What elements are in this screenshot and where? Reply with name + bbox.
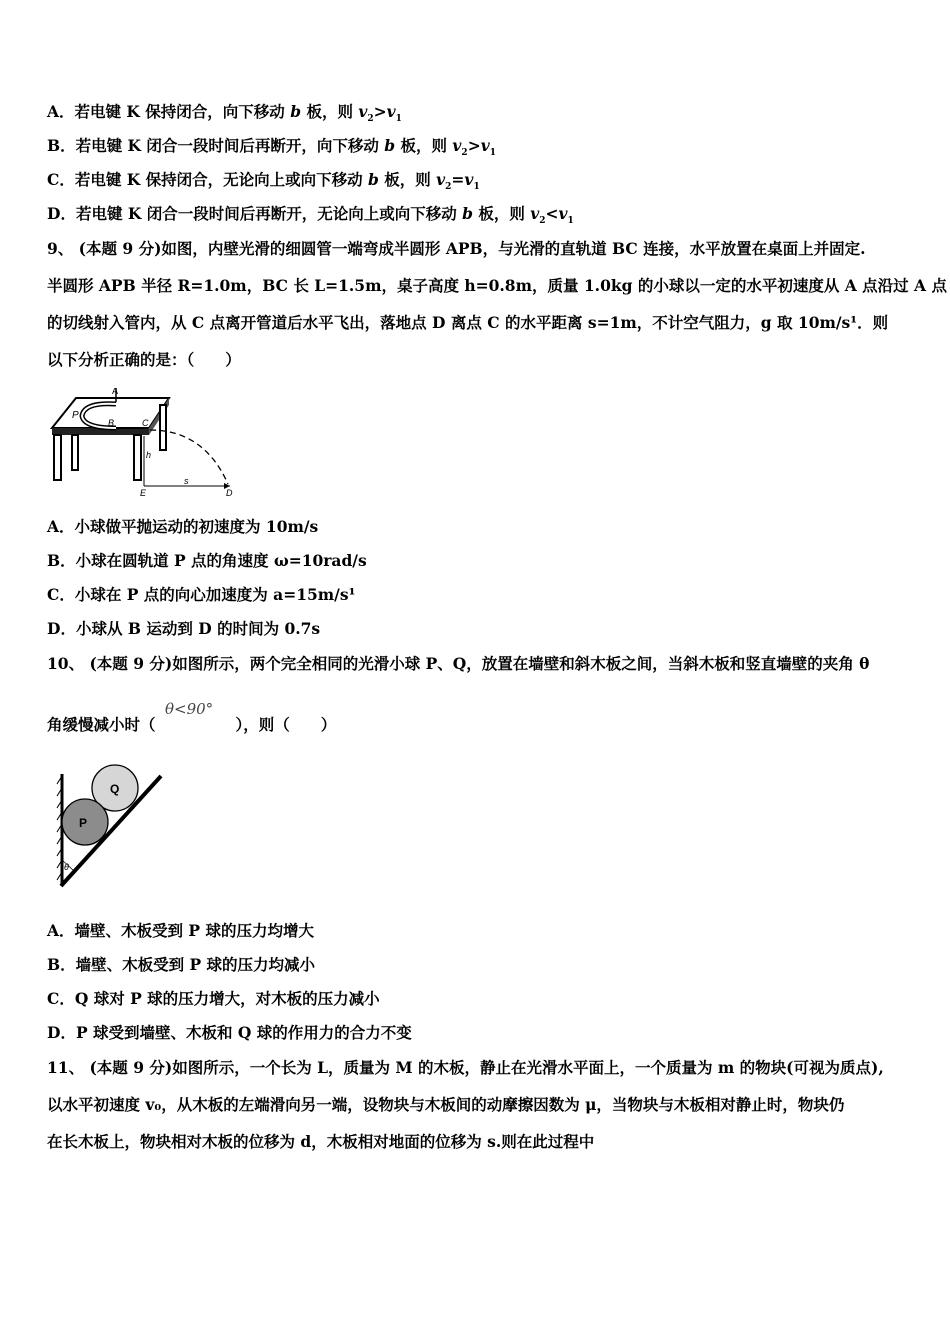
operator: = bbox=[451, 170, 465, 189]
label-s: s bbox=[184, 476, 189, 486]
option-text: 板，则 bbox=[395, 136, 453, 155]
option-text: 板，则 bbox=[472, 204, 531, 223]
label-d: D bbox=[226, 488, 233, 498]
q9-option-c[interactable]: C．小球在 P 点的向心加速度为 a=15m/s¹ bbox=[47, 585, 356, 604]
option-text: D．若电键 K 闭合一段时间后再断开，无论向上或向下移动 bbox=[47, 204, 463, 223]
table-leg bbox=[72, 435, 78, 470]
table-leg bbox=[134, 435, 141, 480]
q10-option-d[interactable]: D．P 球受到墙壁、木板和 Q 球的作用力的合力不变 bbox=[47, 1023, 412, 1042]
q10-stem-line1: 10、 (本题 9 分)如图所示，两个完全相同的光滑小球 P、Q，放置在墙壁和斜木板之间，当斜木板和竖直墙壁的夹角 θ bbox=[47, 654, 870, 673]
q8-option-a[interactable] bbox=[47, 102, 402, 129]
q8-option-b[interactable] bbox=[47, 136, 496, 163]
var-b: b bbox=[290, 102, 302, 121]
table-leg bbox=[54, 435, 61, 480]
subscript: 2 bbox=[445, 182, 452, 193]
label-c: C bbox=[142, 418, 149, 428]
option-text: A．若电键 K 保持闭合，向下移动 bbox=[47, 102, 291, 121]
option-text: C．若电键 K 保持闭合，无论向上或向下移动 bbox=[47, 170, 368, 189]
subscript: 2 bbox=[461, 148, 468, 159]
label-p: P bbox=[72, 410, 79, 421]
q9-option-d[interactable]: D．小球从 B 运动到 D 的时间为 0.7s bbox=[47, 619, 321, 638]
var-b: b bbox=[462, 204, 473, 223]
q9-stem-line2: 半圆形 APB 半径 R=1.0m，BC 长 L=1.5m，桌子高度 h=0.8m，质量 1.0kg 的小球以一定的水平初速度从 A 点沿过 A 点 bbox=[47, 276, 947, 295]
label-a: A bbox=[112, 388, 119, 396]
var-v: v bbox=[530, 204, 540, 223]
var-b: b bbox=[384, 136, 396, 155]
subscript: 1 bbox=[489, 148, 496, 159]
q11-stem-line1: 11、 (本题 9 分)如图所示，一个长为 L，质量为 M 的木板，静止在光滑水平面上，一个质量为 m 的物块(可视为质点), bbox=[47, 1058, 884, 1077]
option-text: 板，则 bbox=[378, 170, 437, 189]
var-v: v bbox=[480, 136, 490, 155]
var-v: v bbox=[464, 170, 474, 189]
q10-stem-line2 bbox=[47, 715, 336, 735]
subscript: 1 bbox=[395, 114, 402, 125]
var-v: v bbox=[436, 170, 446, 189]
option-text: B．若电键 K 闭合一段时间后再断开，向下移动 bbox=[47, 136, 385, 155]
stem-text: 角缓慢减小时（ bbox=[47, 715, 156, 734]
q9-option-a[interactable]: A．小球做平抛运动的初速度为 10m/s bbox=[47, 517, 319, 536]
label-q: Q bbox=[110, 782, 120, 796]
stem-text: ），则（ ） bbox=[235, 715, 337, 734]
subscript: 1 bbox=[567, 216, 574, 227]
q11-stem-line3: 在长木板上，物块相对木板的位移为 d，木板相对地面的位移为 s.则在此过程中 bbox=[47, 1132, 595, 1151]
subscript: 1 bbox=[473, 182, 480, 193]
label-theta: θ bbox=[64, 862, 69, 872]
var-v: v bbox=[452, 136, 462, 155]
q10-balls-figure bbox=[55, 762, 170, 892]
q8-option-d[interactable] bbox=[47, 204, 574, 231]
q10-option-c[interactable]: C．Q 球对 P 球的压力增大，对木板的压力减小 bbox=[47, 989, 380, 1008]
subscript: 2 bbox=[539, 216, 546, 227]
label-b: B bbox=[108, 418, 115, 428]
label-h: h bbox=[146, 450, 152, 460]
option-text: 板，则 bbox=[301, 102, 359, 121]
q10-option-a[interactable]: A．墙壁、木板受到 P 球的压力均增大 bbox=[47, 921, 314, 940]
q9-option-b[interactable]: B．小球在圆轨道 P 点的角速度 ω=10rad/s bbox=[47, 551, 367, 570]
var-v: v bbox=[358, 102, 368, 121]
subscript: 2 bbox=[367, 114, 374, 125]
label-e: E bbox=[140, 488, 147, 498]
q8-option-c[interactable] bbox=[47, 170, 480, 197]
table-leg bbox=[160, 405, 166, 450]
q11-stem-line2: 以水平初速度 v₀，从木板的左端滑向另一端，设物块与木板间的动摩擦因数为 μ，当物块与木板相对静止时，物块仍 bbox=[47, 1095, 845, 1114]
inline-formula: θ<90° bbox=[165, 700, 214, 718]
q9-stem-line1: 9、 (本题 9 分)如图，内壁光滑的细圆管一端弯成半圆形 APB，与光滑的直轨道 BC 连接，水平放置在桌面上并固定. bbox=[47, 239, 866, 258]
q9-stem-line4: 以下分析正确的是：（ ） bbox=[47, 350, 241, 369]
label-p: P bbox=[79, 816, 88, 830]
var-b: b bbox=[368, 170, 379, 189]
operator: < bbox=[545, 204, 559, 223]
q10-option-b[interactable]: B．墙壁、木板受到 P 球的压力均减小 bbox=[47, 955, 316, 974]
operator: > bbox=[373, 102, 387, 121]
var-v: v bbox=[558, 204, 568, 223]
operator: > bbox=[467, 136, 481, 155]
q9-stem-line3: 的切线射入管内，从 C 点离开管道后水平飞出，落地点 D 离点 C 的水平距离 s=1m，不计空气阻力，g 取 10m/s¹．则 bbox=[47, 313, 889, 332]
q9-table-figure bbox=[44, 388, 244, 500]
var-v: v bbox=[386, 102, 396, 121]
